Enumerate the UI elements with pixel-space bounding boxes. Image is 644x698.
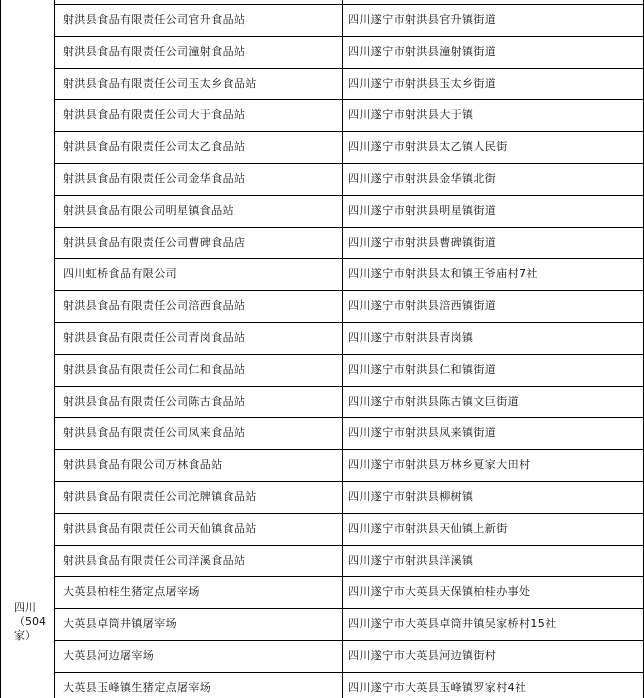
company-cell: 射洪县食品有限责任公司大于食品站 bbox=[63, 108, 246, 122]
row-divider bbox=[54, 195, 644, 196]
company-cell: 四川虹桥食品有限公司 bbox=[63, 267, 177, 281]
company-cell: 大英县河边屠宰场 bbox=[63, 649, 155, 662]
address-cell: 四川遂宁市射洪县洋溪镇 bbox=[348, 553, 474, 567]
row-divider bbox=[54, 672, 644, 673]
company-cell: 射洪县食品有限公司万林食品站 bbox=[63, 458, 223, 472]
address-cell: 四川遂宁市射洪县大于镇 bbox=[348, 108, 474, 122]
company-cell: 射洪县食品有限责任公司官升食品站 bbox=[63, 13, 246, 26]
company-cell: 射洪县食品有限责任公司陈古食品站 bbox=[63, 394, 246, 408]
province-cell bbox=[14, 601, 46, 643]
row-divider bbox=[54, 417, 644, 418]
address-cell: 四川遂宁市大英县玉峰镇罗家村4社 bbox=[348, 680, 527, 694]
province-name: 四川 bbox=[14, 601, 36, 614]
table-border-left bbox=[0, 0, 1, 698]
address-cell: 四川遂宁市大英县天保镇柏桂办事处 bbox=[348, 585, 531, 599]
row-divider bbox=[54, 99, 644, 100]
address-cell: 四川遂宁市射洪县太乙镇人民街 bbox=[348, 140, 508, 154]
company-cell: 射洪县食品有限责任公司天仙镇食品站 bbox=[63, 521, 257, 535]
address-cell: 四川遂宁市射洪县陈古镇文巨街道 bbox=[348, 394, 519, 408]
row-divider bbox=[54, 258, 644, 259]
column-divider bbox=[342, 0, 343, 698]
address-cell: 四川遂宁市射洪县柳树镇 bbox=[348, 490, 474, 503]
column-divider bbox=[54, 0, 55, 698]
row-divider bbox=[54, 68, 644, 69]
row-divider bbox=[54, 608, 644, 609]
row-divider bbox=[54, 322, 644, 323]
row-divider bbox=[54, 227, 644, 228]
company-cell: 射洪县食品有限责任公司金华食品站 bbox=[63, 172, 246, 185]
province-count: （504 bbox=[14, 615, 46, 628]
address-cell: 四川遂宁市射洪县太和镇王爷庙村7社 bbox=[348, 267, 538, 281]
company-cell: 射洪县食品有限公司明星镇食品站 bbox=[63, 203, 234, 217]
company-cell: 射洪县食品有限责任公司涪西食品站 bbox=[63, 299, 246, 313]
row-divider bbox=[54, 449, 644, 450]
address-cell: 四川遂宁市射洪县潼射镇街道 bbox=[348, 44, 497, 58]
company-cell: 射洪县食品有限责任公司沱牌镇食品站 bbox=[63, 490, 257, 503]
address-cell: 四川遂宁市射洪县明星镇街道 bbox=[348, 203, 497, 217]
company-cell: 大英县柏桂生猪定点屠宰场 bbox=[63, 585, 200, 599]
company-cell: 射洪县食品有限责任公司青岗食品站 bbox=[63, 331, 246, 344]
company-cell: 射洪县食品有限责任公司仁和食品站 bbox=[63, 362, 246, 376]
address-cell: 四川遂宁市射洪县青岗镇 bbox=[348, 331, 474, 344]
address-cell: 四川遂宁市射洪县玉太乡街道 bbox=[348, 76, 497, 90]
row-divider bbox=[54, 386, 644, 387]
row-divider bbox=[54, 36, 644, 37]
company-cell: 大英县玉峰镇生猪定点屠宰场 bbox=[63, 680, 212, 694]
address-cell: 四川遂宁市大英县河边镇街村 bbox=[348, 649, 497, 662]
address-cell: 四川遂宁市射洪县仁和镇街道 bbox=[348, 362, 497, 376]
address-cell: 四川遂宁市射洪县官升镇街道 bbox=[348, 13, 497, 26]
company-cell: 射洪县食品有限责任公司洋溪食品站 bbox=[63, 553, 246, 567]
row-divider bbox=[54, 163, 644, 164]
address-cell: 四川遂宁市射洪县万林乡夏家大田村 bbox=[348, 458, 531, 472]
row-divider bbox=[54, 481, 644, 482]
company-cell: 射洪县食品有限责任公司太乙食品站 bbox=[63, 140, 246, 154]
province-unit: 家） bbox=[14, 629, 36, 642]
address-cell: 四川遂宁市射洪县曹碑镇街道 bbox=[348, 235, 497, 249]
row-divider bbox=[54, 354, 644, 355]
company-cell: 大英县卓筒井镇屠宰场 bbox=[63, 617, 177, 631]
address-cell: 四川遂宁市射洪县凤来镇街道 bbox=[348, 426, 497, 440]
company-cell: 射洪县食品有限责任公司曹碑食品店 bbox=[63, 235, 246, 249]
address-cell: 四川遂宁市射洪县金华镇北街 bbox=[348, 172, 497, 185]
company-cell: 射洪县食品有限责任公司凤来食品站 bbox=[63, 426, 246, 440]
row-divider bbox=[54, 545, 644, 546]
address-cell: 四川遂宁市射洪县天仙镇上新街 bbox=[348, 521, 508, 535]
address-cell: 四川遂宁市大英县卓筒井镇吴家桥村15社 bbox=[348, 617, 557, 631]
company-cell: 射洪县食品有限责任公司潼射食品站 bbox=[63, 44, 246, 58]
row-divider bbox=[54, 131, 644, 132]
company-cell: 射洪县食品有限责任公司玉太乡食品站 bbox=[63, 76, 257, 90]
row-divider bbox=[54, 513, 644, 514]
address-cell: 四川遂宁市射洪县涪西镇街道 bbox=[348, 299, 497, 313]
row-divider bbox=[54, 640, 644, 641]
row-divider bbox=[54, 4, 644, 5]
row-divider bbox=[54, 576, 644, 577]
row-divider bbox=[54, 290, 644, 291]
